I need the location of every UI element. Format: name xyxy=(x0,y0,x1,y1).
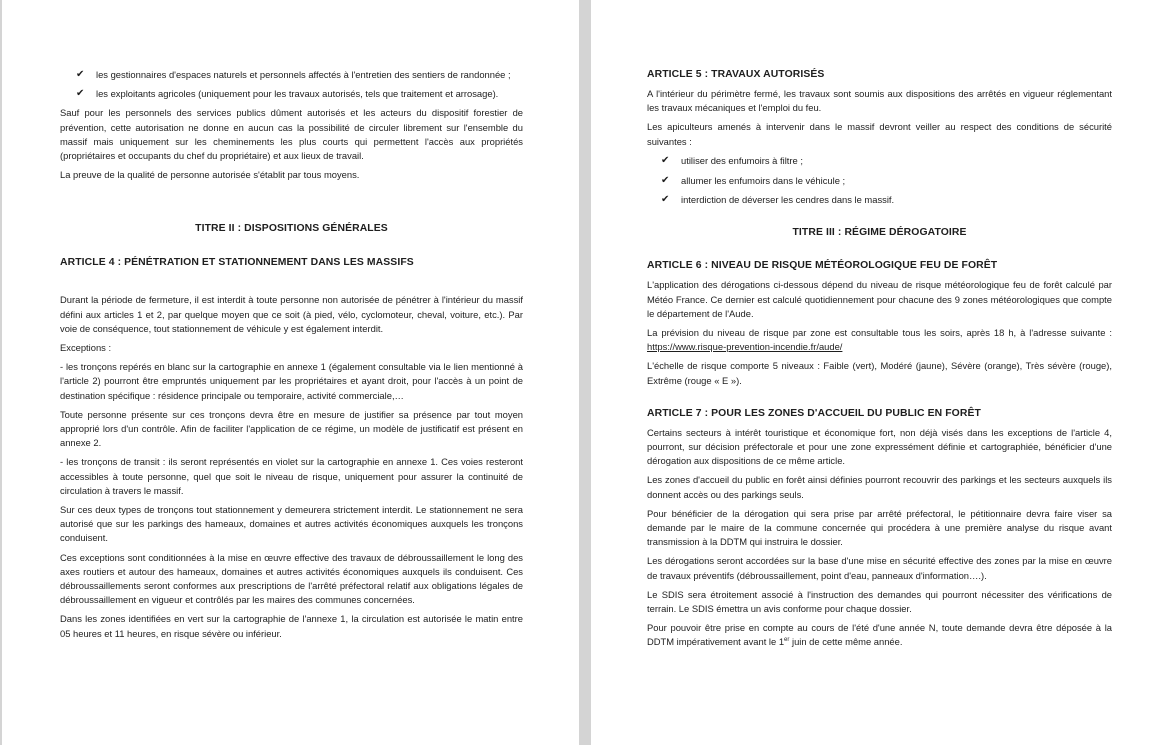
paragraph: La preuve de la qualité de personne autorisée s'établit par tous moyens. xyxy=(60,169,360,181)
paragraph: Pour pouvoir être prise en compte au cours de l'été d'une année N, toute demande devra être déposée à la DDTM impérativement avant le 1er juin de cette même année. xyxy=(647,622,1112,648)
risk-forecast-link[interactable]: https://www.risque-prevention-incendie.fr/aude/ xyxy=(647,341,843,353)
list-item: ✔ les gestionnaires d'espaces naturels et personnels affectés à l'entretien des sentiers de randonnée ; xyxy=(60,68,523,82)
title-ii-heading: TITRE II : DISPOSITIONS GÉNÉRALES xyxy=(195,223,388,235)
paragraph: Certains secteurs à intérêt touristique et économique fort, non déjà visés dans les exceptions de l'article 4, pourront, sur décision préfectorale et pour une zone expressément définie et cartographiée, bénéficier d'une dérogation aux dispositions de ce même article. xyxy=(647,426,1112,467)
paragraph: Les apiculteurs amenés à intervenir dans le massif devront veiller au respect des conditions de sécurité suivantes : xyxy=(647,121,1112,147)
checkmark-icon: ✔ xyxy=(661,194,670,206)
list-item: ✔ interdiction de déverser les cendres dans le massif. xyxy=(647,193,1112,207)
checkmark-icon: ✔ xyxy=(661,174,670,186)
list-item: ✔ utiliser des enfumoirs à filtre ; xyxy=(647,154,1112,168)
list-item: ✔ allumer les enfumoirs dans le véhicule ; xyxy=(647,174,1112,188)
paragraph: Les zones d'accueil du public en forêt ainsi définies pourront recouvrir des parkings et les secteurs auxquels ils donnent accès ou des parkings seuls. xyxy=(647,474,1112,500)
authorized-persons-list xyxy=(60,68,523,101)
paragraph: A l'intérieur du périmètre fermé, les travaux sont soumis aux dispositions des arrêtés en vigueur réglementant les travaux mécaniques et l'emploi du feu. xyxy=(647,88,1112,114)
article-7-heading: ARTICLE 7 : POUR LES ZONES D'ACCUEIL DU PUBLIC EN FORÊT xyxy=(647,407,981,419)
paragraph: L'échelle de risque comporte 5 niveaux : Faible (vert), Modéré (jaune), Sévère (orange), Très sévère (rouge), Extrême (rouge « E »). xyxy=(647,360,1112,386)
list-item: ✔ les exploitants agricoles (uniquement pour les travaux autorisés, tels que traitement et arrosage). xyxy=(60,87,523,101)
beekeeper-safety-list xyxy=(647,154,1112,208)
paragraph: Pour bénéficier de la dérogation qui sera prise par arrêté préfectoral, le pétitionnaire devra faire viser sa demande par le maire de la commune concernée qui procédera à une première analyse du risque avant transmission à la DDTM qui instruira le dossier. xyxy=(647,507,1112,548)
paragraph: Toute personne présente sur ces tronçons devra être en mesure de justifier sa présence par tout moyen approprié lors d'un contrôle. Afin de faciliter l'application de ce régime, un modèle de justificatif est présent en annexe 2. xyxy=(60,408,523,449)
paragraph: Les dérogations seront accordées sur la base d'une mise en sécurité effective des zones par la mise en œuvre de travaux préventifs (débroussaillement, point d'eau, panneaux d'information….). xyxy=(647,555,1112,581)
paragraph: - les tronçons de transit : ils seront représentés en violet sur la cartographie en annexe 1. Ces voies resteront accessibles à toute personne, quel que soit le niveau de risque, uniquement pour assurer la continuité de circulation à travers le massif. xyxy=(60,456,523,496)
paragraph: Le SDIS sera étroitement associé à l'instruction des demandes qui pourront nécessiter des vérifications de terrain. Le SDIS émettra un avis conforme pour chaque dossier. xyxy=(647,588,1112,615)
paragraph: Sur ces deux types de tronçons tout stationnement y demeurera strictement interdit. Le stationnement ne sera autorisé que sur les parkings des hameaux, domaines et autres activités économiques auxquels les tronçons conduisent. xyxy=(60,504,523,544)
title-iii-heading: TITRE III : RÉGIME DÉROGATOIRE xyxy=(792,227,967,239)
paragraph: L'application des dérogations ci-dessous dépend du niveau de risque météorologique feu de forêt calculé par Météo France. Ce dernier est calculé quotidiennement pour chacune des 9 zones météorologiques que compte le département de l'Aude. xyxy=(647,279,1112,319)
document-page-left xyxy=(2,0,579,745)
paragraph: - les tronçons repérés en blanc sur la cartographie en annexe 1 (également consultable via le lien mentionné à l'article 2) pourront être empruntés uniquement par les propriétaires et ayant droit, pour l'accès à un point de destination spécifique : résidence principale ou temporaire, activité commerciale,… xyxy=(60,361,523,401)
article-5-heading: ARTICLE 5 : TRAVAUX AUTORISÉS xyxy=(647,69,825,80)
checkmark-icon: ✔ xyxy=(661,154,670,166)
paragraph: Ces exceptions sont conditionnées à la mise en œuvre effective des travaux de débroussaillement le long des axes routiers et autour des hameaux, domaines et autres activités économiques auxquels ils conduisent. Ces débroussaillements seront conformes aux prescriptions de l'arrêté préfectoral relatif aux obligations légales de débroussaillement en vigueur et contrôlés par les maires des communes concernées. xyxy=(60,551,523,606)
document-page-right xyxy=(591,0,1162,745)
article-6-heading: ARTICLE 6 : NIVEAU DE RISQUE MÉTÉOROLOGIQUE FEU DE FORÊT xyxy=(647,260,998,272)
article-4-heading: ARTICLE 4 : PÉNÉTRATION ET STATIONNEMENT DANS LES MASSIFS xyxy=(60,257,414,269)
checkmark-icon: ✔ xyxy=(76,88,85,100)
paragraph: Dans les zones identifiées en vert sur la cartographie de l'annexe 1, la circulation est autorisée le matin entre 05 heures et 11 heures, en risque sévère ou inférieur. xyxy=(60,613,523,639)
paragraph: Durant la période de fermeture, il est interdit à toute personne non autorisée de pénétrer à l'intérieur du massif défini aux articles 1 et 2, par quelque moyen que ce soit (à pied, vélo, cyclomoteur, cheval, voiture, etc.). Par voie de conséquence, tout stationnement de véhicule y est également interdit. xyxy=(60,294,523,334)
paragraph: La prévision du niveau de risque par zone est consultable tous les soirs, après 18 h, à l'adresse suivante : https://www.risque-prevention-incendie.fr/aude/ xyxy=(647,327,1112,353)
paragraph: Exceptions : xyxy=(60,342,112,354)
checkmark-icon: ✔ xyxy=(76,69,85,80)
paragraph: Sauf pour les personnels des services publics dûment autorisés et les acteurs du dispositif forestier de prévention, cette autorisation ne donne en aucun cas la possibilité de circuler librement sur l'ensemble du massif mais uniquement sur les cheminements les plus courts qui permettent l'accès aux propriétés (propriétaires et occupants du chef du propriétaire) et aux lieux de travail. xyxy=(60,107,523,162)
